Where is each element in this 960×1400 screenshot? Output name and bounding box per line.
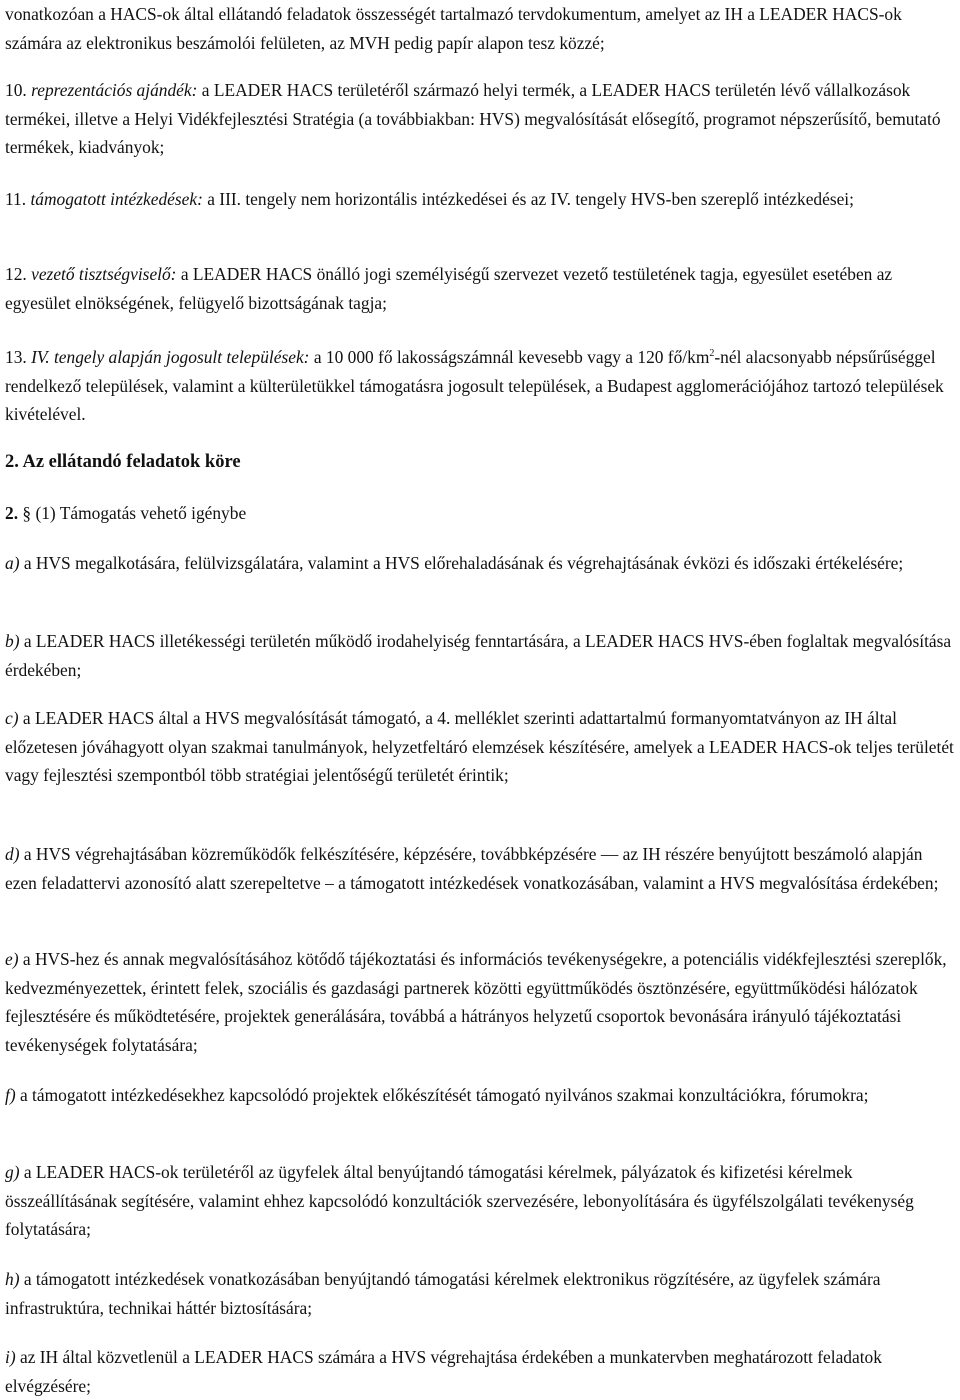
definition-text: a 10 000 fő lakosságszámnál kevesebb vagy a 120 fő/km <box>313 347 710 367</box>
item-text: a HVS megalkotására, felülvizsgálatára, valamint a HVS előrehaladásának és végrehajtásának évközi és időszaki értékelésére; <box>23 553 904 573</box>
item-text: az IH által közvetlenül a LEADER HACS számára a HVS végrehajtása érdekében a munkatervben meghatározott feladatok elvégzésére; <box>5 1347 882 1396</box>
item-letter: e) <box>5 949 19 969</box>
definition-13 <box>5 343 958 429</box>
item-text: a támogatott intézkedésekhez kapcsolódó projektek előkészítését támogató nyilvános szakmai konzultációkra, fórumokra; <box>19 1085 869 1105</box>
list-item-h <box>5 1265 958 1322</box>
definition-term: vezető tisztségviselő: <box>31 264 177 284</box>
definition-text-continued: -nél alacsonyabb népsűrűséggel rendelkező települések, valamint a külterületükkel támogatásra jogosult települések, a Budapest agglomerációjához tartozó települések kivételével. <box>5 347 944 424</box>
list-item-d <box>5 840 958 897</box>
item-text: a LEADER HACS illetékességi területén működő irodahelyiség fenntartására, a LEADER HACS HVS-ében foglaltak megvalósítása érdekében; <box>5 631 952 680</box>
item-letter: g) <box>5 1162 20 1182</box>
section-paragraph <box>5 499 958 528</box>
paragraph-intro <box>5 0 958 57</box>
definition-number: 12. <box>5 264 27 284</box>
item-letter: i) <box>5 1347 16 1367</box>
item-letter: c) <box>5 708 19 728</box>
section-number: 2. <box>5 503 19 523</box>
item-letter: f) <box>5 1085 16 1105</box>
list-item-g <box>5 1158 958 1244</box>
definition-number: 13. <box>5 347 27 367</box>
definition-term: támogatott intézkedések: <box>30 189 203 209</box>
item-letter: d) <box>5 844 20 864</box>
definition-term: reprezentációs ajándék: <box>31 80 198 100</box>
section-text: § (1) Támogatás vehető igénybe <box>22 503 247 523</box>
section-heading: 2. Az ellátandó feladatok köre <box>5 452 241 472</box>
item-text: a LEADER HACS által a HVS megvalósítását támogató, a 4. melléklet szerinti adattartalmú formanyomtatványon az IH által előzetesen jóváhagyott olyan szakmai tanulmányok, helyzetfeltáró elemzések készítésére, amelyek a LEADER HACS-ok teljes területét vagy fejlesztési szempontból több stratégiai jelentőségű területét érintik; <box>5 708 954 785</box>
list-item-f <box>5 1081 958 1110</box>
item-letter: h) <box>5 1269 20 1289</box>
definition-12 <box>5 260 958 317</box>
paragraph-text: vonatkozóan a HACS-ok által ellátandó feladatok összességét tartalmazó tervdokumentum, amelyet az IH a LEADER HACS-ok számára az elektronikus beszámolói felületen, az MVH pedig papír alapon tesz közzé; <box>5 4 902 53</box>
item-text: a HVS végrehajtásában közreműködők felkészítésére, képzésére, továbbképzésére — az IH részére benyújtott beszámoló alapján ezen feladattervi azonosító alatt szerepeltetve – a támogatott intézkedések vonatkozásában, valamint a HVS megvalósítása érdekében; <box>5 844 939 893</box>
list-item-e <box>5 945 958 1059</box>
superscript: 2 <box>709 348 715 360</box>
item-text: a HVS-hez és annak megvalósításához kötődő tájékoztatási és információs tevékenységekre, a potenciális vidékfejlesztési szereplők, kedvezményezettek, érintett felek, szociális és gazdasági partnerek közötti együttműködés ösztönzésére, együttműködési hálózatok fejlesztésére és működtetésére, projektek generálására, továbbá a hátrányos helyzetű csoportok bevonására irányuló tájékoztatási tevékenységek folytatására; <box>5 949 947 1055</box>
definition-text: a III. tengely nem horizontális intézkedései és az IV. tengely HVS-ben szereplő intézkedései; <box>207 189 854 209</box>
item-letter: b) <box>5 631 20 651</box>
definition-text: a LEADER HACS területéről származó helyi termék, a LEADER HACS területén lévő vállalkozások termékei, illetve a Helyi Vidékfejlesztési Stratégia (a továbbiakban: HVS) megvalósítását elősegítő, programot népszerűsítő, bemutató termékek, kiadványok; <box>5 80 941 157</box>
definition-number: 11. <box>5 189 27 209</box>
list-item-i <box>5 1343 958 1400</box>
definition-10 <box>5 76 958 162</box>
list-item-a <box>5 549 958 578</box>
definition-text: a LEADER HACS önálló jogi személyiségű szervezet vezető testületének tagja, egyesület esetében az egyesület elnökségének, felügyelő bizottságának tagja; <box>5 264 893 313</box>
item-text: a LEADER HACS-ok területéről az ügyfelek által benyújtandó támogatási kérelmek, pályázatok és kifizetési kérelmek összeállításának segítésére, valamint ehhez kapcsolódó konzultációk szervezésére, lebonyolítására és ügyfélszolgálati tevékenység folytatására; <box>5 1162 914 1239</box>
item-letter: a) <box>5 553 20 573</box>
definition-number: 10. <box>5 80 27 100</box>
definition-term: IV. tengely alapján jogosult települések: <box>31 347 310 367</box>
item-text: a támogatott intézkedések vonatkozásában benyújtandó támogatási kérelmek elektronikus rögzítésére, az ügyfelek számára infrastruktúra, technikai háttér biztosítására; <box>5 1269 881 1318</box>
list-item-c <box>5 704 958 790</box>
definition-11 <box>5 185 958 214</box>
list-item-b <box>5 627 958 684</box>
